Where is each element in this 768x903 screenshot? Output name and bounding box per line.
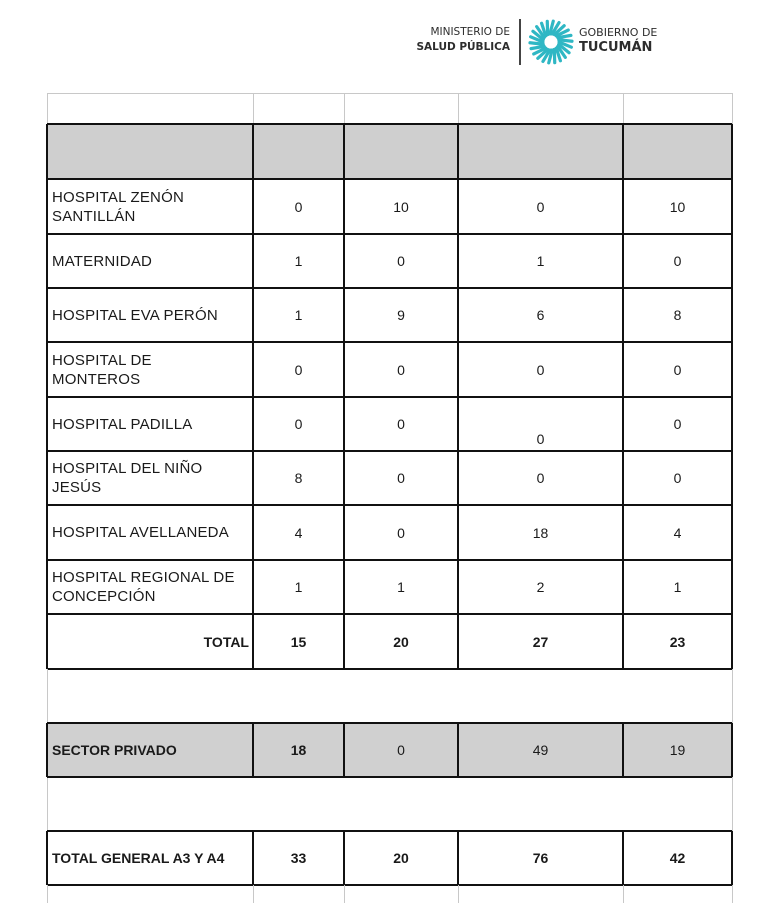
column-header: [253, 124, 344, 179]
title-empty-cell: [344, 93, 458, 124]
general-rule: [47, 830, 732, 832]
row-value: 0: [673, 361, 682, 378]
row-name: MATERNIDAD: [52, 252, 153, 270]
column-rule: [731, 124, 733, 669]
row-rule: [47, 178, 732, 180]
column-rule: [252, 124, 254, 669]
title-empty-cell: [253, 93, 344, 124]
column-header: [47, 124, 253, 179]
row-value: 0: [294, 198, 303, 215]
row-rule: [47, 450, 732, 452]
column-header: [344, 124, 458, 179]
row-value: 2: [536, 579, 545, 595]
row-value: 0: [673, 416, 682, 432]
row-value: 1: [294, 307, 303, 323]
row-value: 1: [397, 579, 405, 595]
row-value: 0: [536, 198, 545, 215]
general-column-rule: [252, 831, 254, 885]
ministerio-line1: MINISTERIO DE: [430, 26, 510, 38]
column-rule: [343, 124, 345, 669]
sector-privado-value: 49: [532, 742, 549, 758]
sector-column-rule: [457, 723, 459, 777]
general-rule: [47, 884, 732, 886]
column-rule: [46, 124, 48, 669]
spacer-rule: [732, 669, 733, 723]
row-rule: [47, 668, 732, 670]
row-value: 0: [673, 470, 682, 486]
sector-column-rule: [622, 723, 624, 777]
row-value: 0: [536, 431, 545, 447]
sector-privado-value: 18: [290, 742, 307, 758]
row-name: HOSPITAL PADILLA: [52, 415, 193, 433]
trailing-column-rule: [253, 885, 254, 903]
row-name: [47, 560, 253, 614]
row-rule: [47, 287, 732, 289]
total-general-value: 76: [532, 850, 549, 866]
title-column-rule: [344, 93, 345, 124]
row-value: 4: [673, 524, 682, 541]
general-column-rule: [731, 831, 733, 885]
row-value: 8: [294, 470, 303, 486]
total-general-value: 42: [669, 850, 686, 866]
row-value: 1: [294, 253, 303, 269]
ministerio-line2: SALUD PÚBLICA: [416, 41, 510, 53]
sector-rule: [47, 776, 732, 778]
general-column-rule: [46, 831, 48, 885]
row-name-line2: CONCEPCIÓN: [52, 588, 156, 605]
total-value: 15: [290, 633, 307, 650]
title-column-rule: [458, 93, 459, 124]
sector-privado-value: 19: [669, 742, 686, 758]
title-empty-cell: [458, 93, 623, 124]
row-name-line1: HOSPITAL DE: [52, 351, 152, 369]
row-name: [47, 342, 253, 397]
total-value: 23: [669, 633, 686, 650]
title-empty-cell: [623, 93, 732, 124]
row-value: 0: [536, 361, 545, 378]
row-name-line2: SANTILLÁN: [52, 207, 136, 225]
row-name: [47, 179, 253, 234]
row-name-line1: HOSPITAL REGIONAL DE: [52, 569, 235, 586]
row-value: 10: [669, 198, 686, 215]
total-general-value: 20: [393, 850, 409, 866]
trailing-column-rule: [732, 885, 733, 903]
row-value: 1: [536, 253, 545, 269]
row-value: 1: [673, 579, 682, 595]
row-name-line1: HOSPITAL DEL NIÑO: [52, 460, 203, 477]
total-value: 20: [393, 633, 409, 650]
row-value: 4: [294, 524, 303, 541]
row-value: 0: [294, 361, 303, 378]
row-name-line2: MONTEROS: [52, 370, 141, 388]
total-general-value: 33: [290, 850, 307, 866]
table-title: [47, 93, 253, 124]
sector-privado-label: SECTOR PRIVADO: [52, 742, 177, 758]
general-column-rule: [457, 831, 459, 885]
row-value: 0: [397, 524, 405, 541]
row-value: 8: [673, 307, 682, 323]
row-value: 0: [397, 361, 405, 378]
row-value: 0: [673, 253, 682, 269]
spacer-rule: [47, 777, 48, 831]
sector-column-rule: [252, 723, 254, 777]
row-value: 1: [294, 579, 303, 595]
row-rule: [47, 613, 732, 615]
row-value: 0: [397, 253, 405, 269]
column-header: [458, 124, 623, 179]
trailing-column-rule: [458, 885, 459, 903]
row-value: 10: [393, 198, 409, 215]
row-value: 9: [397, 307, 405, 323]
row-rule: [47, 341, 732, 343]
row-rule: [47, 233, 732, 235]
gobierno-line1: GOBIERNO DE: [579, 26, 658, 39]
title-column-rule: [623, 93, 624, 124]
total-general-label: TOTAL GENERAL A3 Y A4: [52, 850, 225, 866]
total-label: TOTAL: [203, 633, 249, 650]
spacer-rule: [47, 669, 48, 723]
title-column-rule: [253, 93, 254, 124]
gobierno-line2: TUCUMÁN: [579, 40, 653, 55]
sector-privado-value: 0: [397, 742, 405, 758]
total-value: 27: [532, 633, 549, 650]
sector-column-rule: [46, 723, 48, 777]
title-column-rule: [732, 93, 733, 124]
row-name-line2: JESÚS: [52, 479, 102, 496]
row-name: HOSPITAL EVA PERÓN: [52, 306, 218, 324]
general-column-rule: [343, 831, 345, 885]
row-rule: [47, 396, 732, 398]
sector-rule: [47, 722, 732, 724]
column-rule: [457, 124, 459, 669]
title-column-rule: [47, 93, 48, 124]
title-top-rule: [47, 93, 732, 94]
sector-column-rule: [343, 723, 345, 777]
row-value: 0: [397, 470, 405, 486]
row-name: HOSPITAL AVELLANEDA: [52, 524, 229, 541]
row-value: 18: [532, 524, 549, 541]
trailing-column-rule: [47, 885, 48, 903]
row-name: [47, 451, 253, 505]
column-rule: [622, 124, 624, 669]
trailing-column-rule: [623, 885, 624, 903]
row-value: 0: [397, 416, 405, 432]
row-value: 6: [536, 307, 545, 323]
sector-column-rule: [731, 723, 733, 777]
row-value: 0: [536, 470, 545, 486]
spacer-rule: [732, 777, 733, 831]
row-rule: [47, 504, 732, 506]
general-column-rule: [622, 831, 624, 885]
row-rule: [47, 123, 732, 125]
column-header: [623, 124, 732, 179]
row-value: 0: [294, 416, 303, 432]
row-rule: [47, 559, 732, 561]
row-name-line1: HOSPITAL ZENÓN: [52, 188, 184, 206]
trailing-column-rule: [344, 885, 345, 903]
